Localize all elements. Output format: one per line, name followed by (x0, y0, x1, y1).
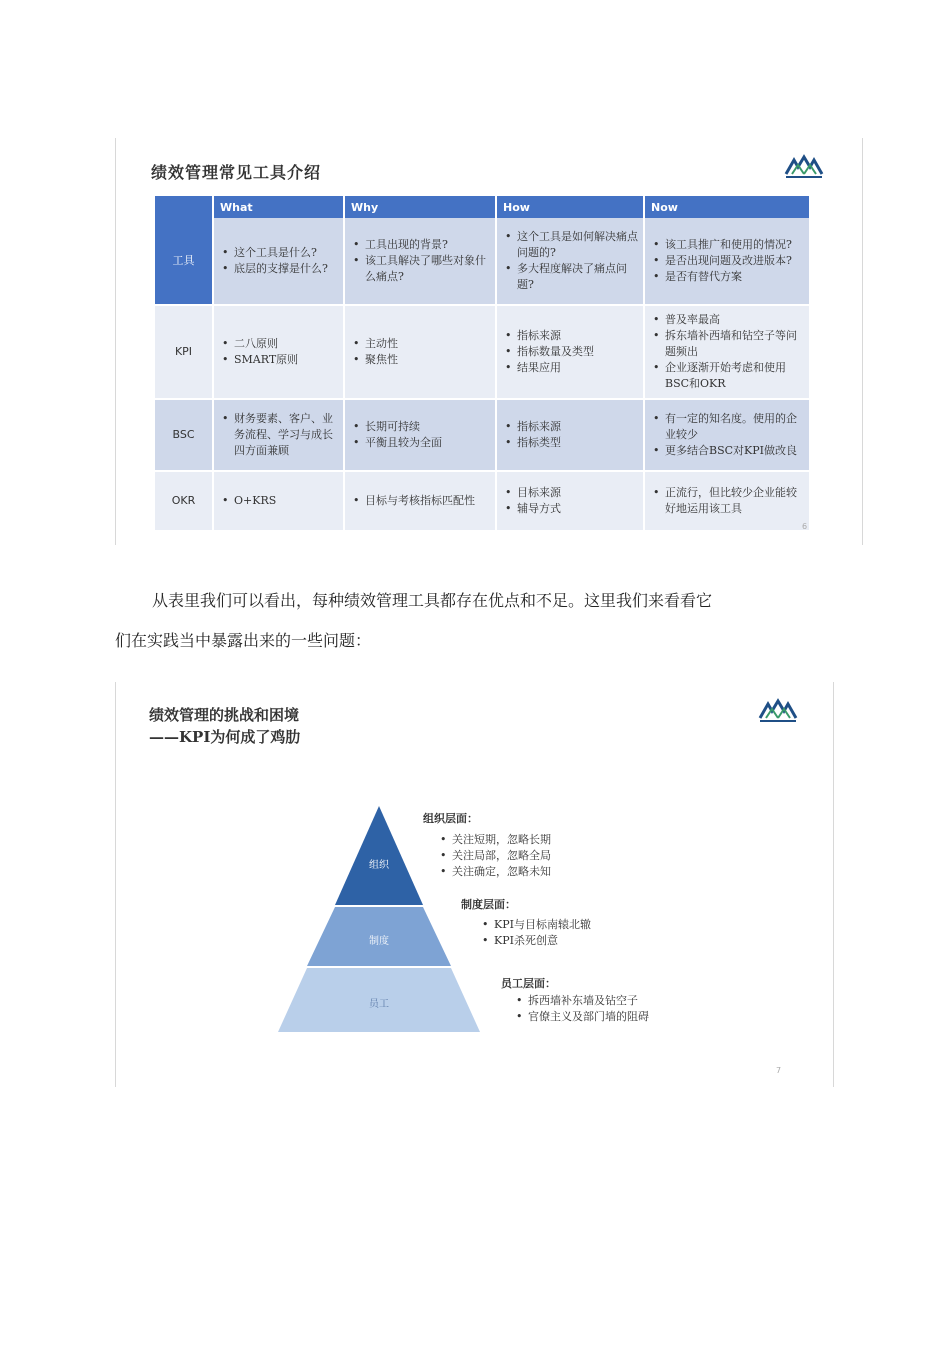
list-item: • 目标与考核指标匹配性 (349, 493, 491, 509)
list-item: • 关注短期，忽略长期 (436, 832, 551, 848)
list-item: • 该工具推广和使用的情况? (649, 237, 805, 253)
row-label: BSC (155, 399, 213, 471)
table-row (155, 471, 810, 531)
list-item: • 财务要素、客户、业务流程、学习与成长四方面兼顾 (218, 411, 339, 459)
cell-how (496, 399, 644, 471)
list-item: • 长期可持续 (349, 419, 491, 435)
cell-how (496, 218, 644, 305)
company-logo-icon (758, 696, 798, 726)
row-label: KPI (155, 305, 213, 399)
pyramid-label-staff: 员工 (369, 999, 389, 1010)
header-cell-why: Why (344, 196, 496, 218)
row-label: OKR (155, 471, 213, 531)
header-cell-blank (155, 196, 213, 218)
body-paragraph-line1: 从表里我们可以看出，每种绩效管理工具都存在优点和不足。这里我们来看看它 (152, 591, 713, 610)
cell-why (344, 471, 496, 531)
list-item: • O+KRS (218, 493, 339, 509)
list-item: • 多大程度解决了痛点问题? (501, 261, 639, 293)
list-item: • SMART原则 (218, 352, 339, 368)
group-list-staff (512, 993, 649, 1025)
list-item: • 辅导方式 (501, 501, 639, 517)
list-item: • 工具出现的背景? (349, 237, 491, 253)
group-head-org: 组织层面： (423, 812, 478, 825)
cell-why (344, 218, 496, 305)
list-item: • 目标来源 (501, 485, 639, 501)
header-cell-what: What (213, 196, 344, 218)
list-item: • KPI与目标南辕北辙 (478, 917, 591, 933)
list-item: • 二八原则 (218, 336, 339, 352)
slide2-page-number: 7 (776, 1066, 782, 1075)
cell-now (644, 399, 810, 471)
list-item: • 结果应用 (501, 360, 639, 376)
cell-how (496, 305, 644, 399)
body-paragraph-line2: 们在实践当中暴露出来的一些问题： (115, 631, 372, 650)
slide-kpi-challenges (115, 682, 834, 1087)
list-item: • 有一定的知名度。使用的企业较少 (649, 411, 805, 443)
cell-now (644, 305, 810, 399)
table-header-row (155, 196, 810, 218)
list-item: • 指标数量及类型 (501, 344, 639, 360)
list-item: • 拆东墙补西墙和钻空子等问题频出 (649, 328, 805, 360)
table-row (155, 305, 810, 399)
cell-what (213, 218, 344, 305)
cell-now (644, 471, 810, 531)
cell-why (344, 305, 496, 399)
list-item: • 关注局部，忽略全局 (436, 848, 551, 864)
table-row (155, 399, 810, 471)
list-item: • 平衡且较为全面 (349, 435, 491, 451)
list-item: • 指标来源 (501, 328, 639, 344)
slide2-title-line2: ——KPI为何成了鸡肋 (149, 728, 301, 746)
list-item: • 普及率最高 (649, 312, 805, 328)
list-item: • 关注确定，忽略未知 (436, 864, 551, 880)
company-logo-icon (784, 152, 824, 182)
group-head-system: 制度层面： (461, 898, 516, 911)
list-item: • 这个工具是如何解决痛点问题的? (501, 229, 639, 261)
list-item: • 指标类型 (501, 435, 639, 451)
list-item: • 正流行，但比较少企业能较好地运用该工具 (649, 485, 805, 517)
cell-how (496, 471, 644, 531)
list-item: • 拆西墙补东墙及钻空子 (512, 993, 649, 1009)
pyramid-label-org: 组织 (369, 860, 389, 871)
list-item: • 是否有替代方案 (649, 269, 805, 285)
slide1-page-number: 6 (802, 522, 808, 531)
list-item: • 指标来源 (501, 419, 639, 435)
group-head-staff: 员工层面： (501, 977, 556, 990)
list-item: • 更多结合BSC对KPI做改良 (649, 443, 805, 459)
tools-table (155, 196, 811, 532)
table-row (155, 218, 810, 305)
cell-what (213, 399, 344, 471)
list-item: • 该工具解决了哪些对象什么痛点? (349, 253, 491, 285)
list-item: • 是否出现问题及改进版本? (649, 253, 805, 269)
list-item: • 主动性 (349, 336, 491, 352)
slide2-title-line1: 绩效管理的挑战和困境 (149, 706, 300, 724)
row-label: 工具 (155, 218, 213, 305)
header-cell-now: Now (644, 196, 810, 218)
list-item: • 这个工具是什么? (218, 245, 339, 261)
list-item: • 企业逐渐开始考虑和使用BSC和OKR (649, 360, 805, 392)
list-item: • 底层的支撑是什么? (218, 261, 339, 277)
list-item: • KPI杀死创意 (478, 933, 591, 949)
cell-what (213, 305, 344, 399)
header-cell-how: How (496, 196, 644, 218)
slide-tools-table (115, 138, 863, 545)
cell-why (344, 399, 496, 471)
group-list-system (478, 917, 591, 949)
cell-what (213, 471, 344, 531)
cell-now (644, 218, 810, 305)
group-list-org (436, 832, 551, 880)
pyramid-label-system: 制度 (369, 936, 389, 947)
list-item: • 官僚主义及部门墙的阻碍 (512, 1009, 649, 1025)
list-item: • 聚焦性 (349, 352, 491, 368)
slide1-title: 绩效管理常见工具介绍 (151, 163, 322, 182)
